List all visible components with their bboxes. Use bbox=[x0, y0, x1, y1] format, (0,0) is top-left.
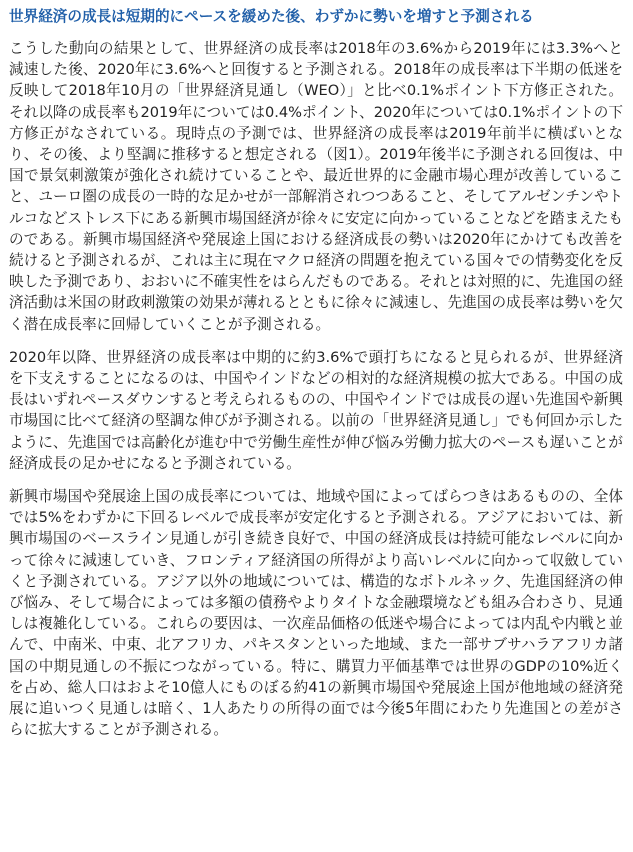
article-title: 世界経済の成長は短期的にペースを緩めた後、わずかに勢いを増すと予測される bbox=[9, 8, 534, 25]
paragraph-3: 新興市場国や発展途上国の成長率については、地域や国によってばらつきはあるものの、全体では5%をわずかに下回るレベルで成長率が安定化すると予測される。アジアにおいては、新興市場国のベースライン見通しが引き続き良好で、中国の経済成長は持続可能なレベルに向かって徐々に減速していき、フロンティア経済国の所得がより高いレベルに向かって収斂していくと予測されている。アジア以外の地域については、構造的なボトルネック、先進国経済の伸び悩み、そして場合によっては多額の債務やよりタイトな金融環境なども組み合わさり、見通しは複雑化している。これらの要因は、一次産品価格の低迷や場合によっては内乱や内戦と並んで、中南米、中東、北アフリカ、パキスタンといった地域、また一部サブサハラアフリカ諸国の中期見通しの不振につながっている。特に、購買力平価基準では世界のGDPの10%近くを占め、総人口はおよそ10億人にものぼる約41の新興市場国や発展途上国が他地域の経済発展に追いつく見通しは暗く、1人あたりの所得の面では今後5年間にわたり先進国との差がさらに拡大することが予測される。 bbox=[9, 488, 623, 739]
paragraph-1: こうした動向の結果として、世界経済の成長率は2018年の3.6%から2019年には3.3%へと減速した後、2020年に3.6%へと回復すると予測される。2018年の成長率は下半期の低迷を反映して2018年10月の「世界経済見通し（WEO）」と比べ0.1%ポイント下方修正された。それ以降の成長率も2019年については0.4%ポイント、2020年については0.1%ポイントの下方修正がなされている。現時点の予測では、世界経済の成長率は2019年前半に横ばいとなり、その後、より堅調に推移すると想定される（図1）。2019年後半に予測される回復は、中国で景気刺激策が強化され続けていることや、最近世界的に金融市場心理が改善していること、ユーロ圏の成長の一時的な足かせが一部解消されつつあること、そしてアルゼンチンやトルコなどストレス下にある新興市場国経済が徐々に安定に向かっていることなどを踏まえたものである。新興市場国経済や発展途上国における経済成長の勢いは2020年にかけても改善を続けると予測されるが、これは主に現在マクロ経済の問題を抱えている国々での情勢変化を反映した予測であり、おおいに不確実性をはらんだものである。それとは対照的に、先進国の経済活動は米国の財政刺激策の効果が薄れるとともに徐々に減速し、先進国の成長率は勢いを欠く潜在成長率に回帰していくことが予測される。 bbox=[9, 40, 623, 333]
paragraph-2: 2020年以降、世界経済の成長率は中期的に約3.6%で頭打ちになると見られるが、世界経済を下支えすることになるのは、中国やインドなどの相対的な経済規模の拡大である。中国の成長はいずれペースダウンすると考えられるものの、中国やインドでは成長の遅い先進国や新興市場国に比べて経済の堅調な伸びが予測される。以前の「世界経済見通し」でも何回か示したように、先進国では高齢化が進む中で労働生産性が伸び悩み労働力拡大のペースも遅いことが経済成長の足かせになると予測されている。 bbox=[9, 348, 623, 472]
